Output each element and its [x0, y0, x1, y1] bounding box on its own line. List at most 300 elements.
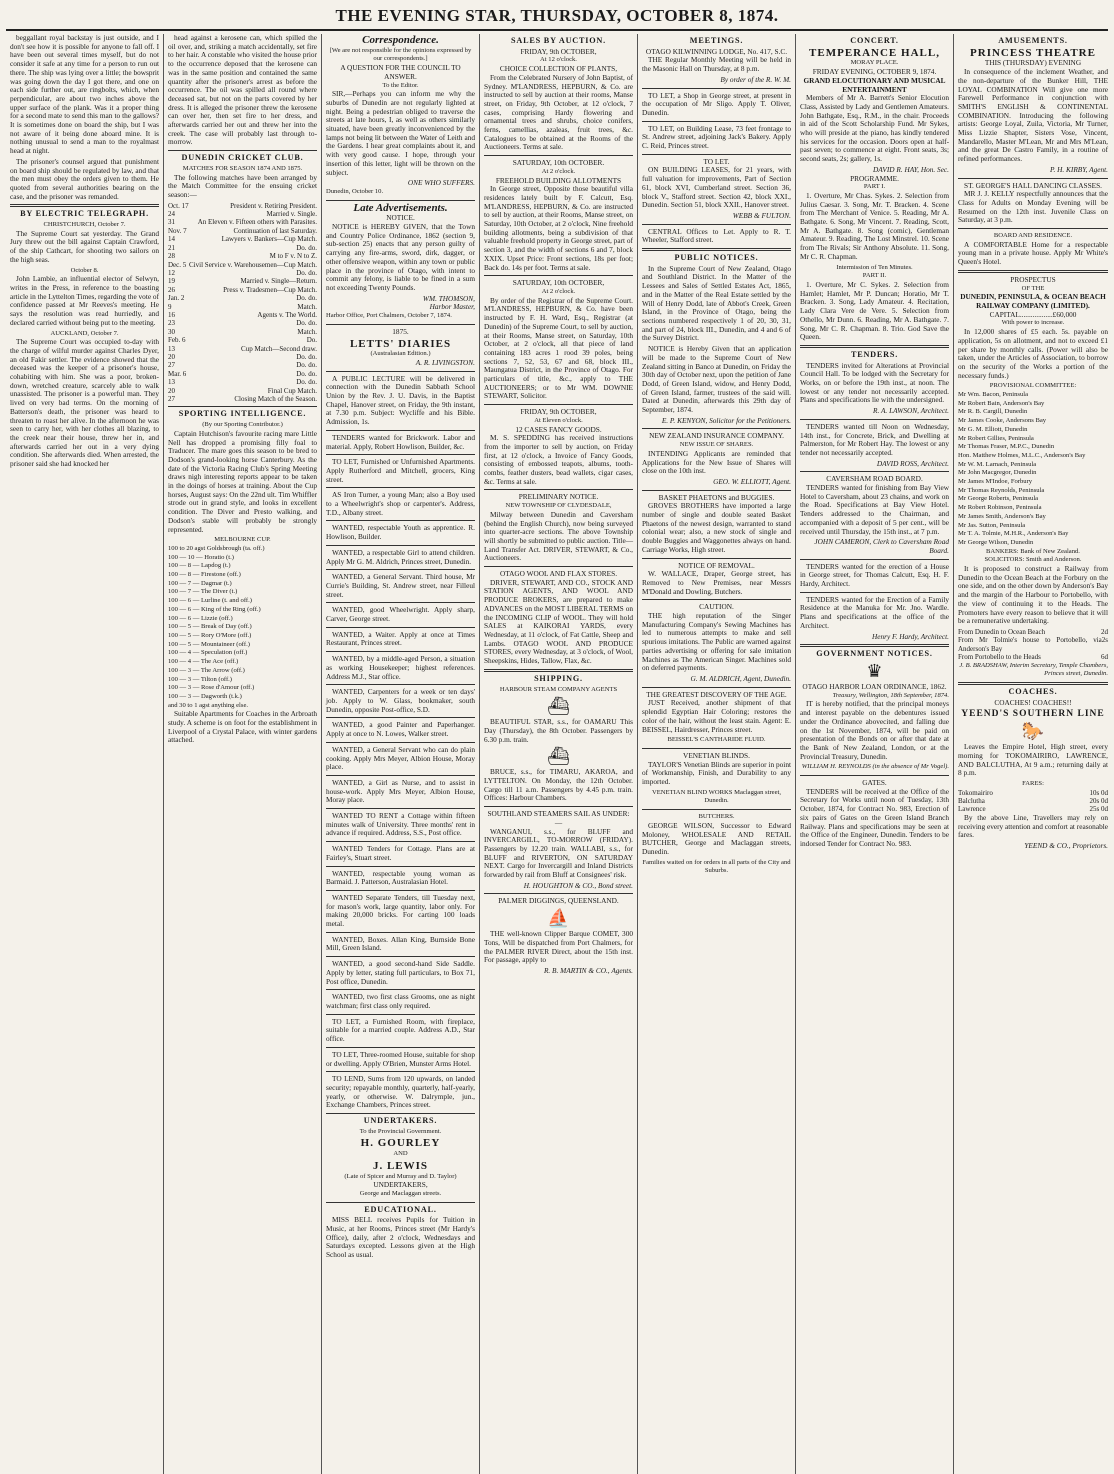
sale-text: Milway between Dunedin and Caversham (behind the English Church), now being surveyed into quarter-acre sections. The above Township will shortly be submitted to public auction. Title—Land Transfer Act. DRIVER, STEWART, & Co., Auctioneers. — [484, 509, 633, 563]
diaries-signature: A. R. LIVINGSTON. — [415, 357, 475, 367]
fixture-row-value: Civil Service v. Warehousemen—Cup Match. — [189, 260, 317, 269]
fixture-row-label: Dec. 5 — [168, 260, 187, 269]
classified-ad: AS Iron Turner, a young Man; also a Boy used to a Wheelwright's shop or carpenter's. Address, T.D., Albany street. — [326, 490, 475, 517]
section-heading-tenders: TENDERS. — [850, 349, 899, 359]
column-5 — [638, 34, 796, 1474]
coach-fare-row-label: Lawrence — [958, 805, 986, 814]
odds-row: 100 to 20 agst Goldsbrough (ta. off.) — [168, 544, 265, 552]
diaries-subheading: (Australasian Edition.) — [370, 350, 431, 358]
section-heading-sales: SALES BY AUCTION. — [511, 36, 606, 45]
blinds-text: TAYLOR'S Venetian Blinds are superior in point of Workmanship, Finish, and Durability to any imported. — [642, 759, 791, 787]
sporting-byline: (By our Sporting Contributor.) — [202, 421, 283, 429]
prospectus-heading: PROSPECTUS — [1010, 274, 1056, 284]
theatre-evening: THIS (THURSDAY) EVENING — [984, 58, 1082, 68]
dancing-heading: ST. GEORGE'S HALL DANCING CLASSES. — [964, 180, 1102, 190]
divider — [326, 1047, 475, 1048]
divider — [326, 602, 475, 603]
divider — [326, 775, 475, 776]
section-heading-coaches: COACHES. — [1008, 687, 1058, 697]
letter-title: A QUESTION FOR THE COUNCIL TO ANSWER. — [340, 63, 461, 81]
coach-text: Leaves the Empire Hotel, High street, every morning for TOKOMAIRIRO, LAWRENCE, AND BALCLUTHA, At 9 a.m.; returning daily at 8 p.m. — [958, 742, 1108, 778]
sale-time: At Eleven o'clock. — [534, 416, 583, 424]
section-heading-correspondence: Correspondence. — [362, 34, 439, 46]
divider — [642, 428, 791, 429]
classified-ad: WANTED Tenders for Cottage. Plans are at Fairley's, Stuart street. — [326, 844, 475, 862]
concert-text: Members of Mr A. Barrett's Senior Elocution Class, Assisted by Lady and Gentlemen Amateurs. John Bathgate, Esq., R.M., in the chair. Proceeds in aid of the Scott Scholarship Fund. Mr Sykes, who will preside at the piano, has kindly tendered his services for the occasion. Doors open at half-past seven; to commence at eight. Front seats, 3s; second seats, 2s; gallery, 1s. — [800, 93, 949, 164]
odds-row: 100 — 8 — Firestone (off.) — [168, 571, 241, 579]
fixture-row-label: 24 — [168, 210, 175, 219]
diaries-heading: LETTS' DIARIES — [349, 337, 452, 350]
phaetons-text: GROVES BROTHERS have imported a large number of single and double seated Basket Phaetons of the newest design, warranted to stand colonial wear; also, a new stock of single and double Buggies and Waggonettes always on hand. Carriage Works, High street. — [642, 501, 791, 554]
butcher-note: Families waited on for orders in all parts of the City and Suburbs. — [642, 858, 791, 875]
section-heading-meetings: MEETINGS. — [689, 36, 744, 45]
fixture-row-value: Press v. Tradesmen—Cup Match. — [223, 285, 317, 294]
divider — [642, 687, 791, 688]
sale-title: 12 CASES FANCY GOODS. — [515, 424, 602, 434]
theatre-text: In consequence of the inclement Weather, and the non-departure of the Bunker Hill, THE LOYAL COMBINATION Will give one more Farewell Performance in conjunction with SMITH'S ENGLISH & CONTINENTAL COMBINATION. Introducing the following artists: George Loyal, Zuila, Victoria, Mr Turner, Miss Lizzie Shapter, Sisters Vose, Vincent, Mandarello, Master M'Lean, Mr and Mrs M'Lean, and the great De Castro Family, in a routine of refined performances. — [958, 67, 1108, 164]
classified-ad: WANTED, Carpenters for a week or ten days' job. Apply to W. Glass, bookmaker, south Dunedin, opposite Post-office, S.D. — [326, 687, 475, 714]
dateline: CHRISTCHURCH, October 7. — [43, 221, 126, 229]
odds-row: 100 — 4 — The Ace (off.) — [168, 658, 239, 666]
divider — [642, 599, 791, 600]
fixture-row-value: Married v. Single. — [266, 210, 317, 219]
odds-row: 100 — 6 — Lurline (t. and off.) — [168, 597, 252, 605]
tender-signature: R. A. LAWSON, Architect. — [872, 406, 949, 416]
fixture-row — [168, 345, 317, 353]
odds-row: 100 — 4 — Speculation (off.) — [168, 649, 248, 657]
tender-text: TENDERS wanted for finishing from Bay View Hotel to Caversham, about 23 chains, and work on the Road. Specifications at Bay View Hotel. Tenders addressed to the Chairman, and accompanied with a deposit of 5 per cent., will be received until Thursday, the 15th inst., at 7 p.m. — [800, 483, 949, 536]
divider — [642, 809, 791, 810]
section-heading-amusements: AMUSEMENTS. — [998, 36, 1068, 45]
fare-row — [958, 653, 1108, 661]
sale-time: At 2 o'clock. — [541, 287, 576, 295]
divider — [484, 155, 633, 156]
column-4 — [480, 34, 638, 1474]
fixture-row-value: Do. do. — [296, 243, 317, 252]
divider — [326, 520, 475, 521]
fixture-row-label: 19 — [168, 277, 175, 286]
fixture-row-label: Jan. 2 — [168, 294, 185, 303]
sale-title: PRELIMINARY NOTICE. — [518, 492, 599, 502]
correspondence-note: [We are not responsible for the opinions expressed by our correspondents.] — [329, 46, 472, 63]
blinds-signature: VENETIAN BLIND WORKS Maclaggan street, Dunedin. — [652, 788, 781, 805]
committee-member: Mr James Smith, Anderson's Bay — [958, 512, 1046, 520]
committee-member: Mr T. A. Tolmie, M.H.R., Anderson's Bay — [958, 530, 1069, 538]
divider — [800, 644, 949, 647]
fixture-row-value: Cup Match—Second draw. — [241, 344, 317, 353]
divider — [958, 228, 1108, 229]
divider — [484, 566, 633, 567]
sale-text: M. S. SPEDDING has received instructions from the importer to sell by auction, on Friday first, at 12 o'clock, a Invoice of Fancy Goods, consisting of embossed teapots, albums, tooth-combs, feather dusters, bead wallets, cigar cases, &c. Terms at sale. — [484, 433, 633, 486]
hall-name: TEMPERANCE HALL, — [809, 46, 940, 59]
fixture-row — [168, 210, 317, 218]
coach-line-name: YEEND'S SOUTHERN LINE — [961, 709, 1105, 720]
bankers-line: BANKERS: Bank of New Zealand. — [986, 547, 1080, 555]
odds-row: 100 — 8 — Lapdog (t.) — [168, 562, 231, 570]
column-1 — [6, 34, 164, 1474]
fixture-row — [168, 218, 317, 226]
tender-text: TENDERS wanted for the erection of a House in George street, for Thomas Calcutt, Esq. H. F. Hardy, Architect. — [800, 561, 949, 589]
shipping-signature: H. HOUGHTON & CO., Bond street. — [523, 880, 633, 890]
prospectus-signature: J. B. BRADSHAW, Interim Secretary, Temple Chambers, Princes street, Dunedin. — [959, 661, 1108, 678]
fixture-row-value: M to F v. N to Z. — [269, 252, 317, 261]
divider — [642, 558, 791, 559]
fixture-row — [168, 261, 317, 269]
theatre-name: PRINCESS THEATRE — [970, 46, 1096, 59]
classified-ad: WANTED, a General Servant. Third house, Mr Currie's Building, St. Andrew street, near Filleul street. — [326, 572, 475, 599]
section-heading-late-ads: Late Advertisements. — [353, 201, 448, 214]
coach-signature: YEEND & CO., Proprietors. — [1024, 840, 1108, 850]
fixture-row-value: Continuation of last Saturday. — [233, 226, 317, 235]
classified-ad: WANTED, Boxes. Allan King, Burnside Bone Mill, Green Island. — [326, 934, 475, 953]
lecture-ad: A PUBLIC LECTURE will be delivered in connection with the Dunedin Sabbath School Union by the Rev. J. U. Davis, in the Baptist Chapel, Hanover street, on Friday, the 9th instant, at 7.30 p.m. Subject: Wycliffe and his Bible. Admission, 1s. — [326, 373, 475, 427]
odds-row: 100 — 7 — The Diver (t.) — [168, 588, 238, 596]
divider — [642, 154, 791, 155]
committee-member: Mr Robert Bain, Anderson's Bay — [958, 399, 1045, 407]
divider — [800, 471, 949, 472]
classified-ad: WANTED, a Girl as Nurse, and to assist in house-work. Apply Mrs Meyer, Albion House, Moray place. — [326, 777, 475, 805]
fixture-row — [168, 378, 317, 386]
fixture-row-label: 13 — [168, 344, 175, 353]
fare-table — [958, 628, 1108, 662]
fixture-row-value: Do. do. — [296, 294, 317, 303]
fixture-row-label: 12 — [168, 268, 175, 277]
divider — [10, 204, 159, 207]
shares-text: In 12,000 shares of £5 each. 5s. payable on application, 5s on allotment, and not to exceed £1 per share by monthly calls. (Power will also be taken, under the Articles of Association, to borrow on the security of the Works a portion of the necessary funds.) — [958, 327, 1108, 380]
fixture-row-value: Do. do. — [296, 361, 317, 370]
fixture-row — [168, 277, 317, 285]
divider — [326, 1202, 475, 1203]
committee-member: Mr Jas. Sutton, Peninsula — [958, 521, 1026, 529]
committee-member: Mr George Wilson, Dunedin — [958, 538, 1034, 546]
divider — [326, 956, 475, 957]
notice-signature-title: Harbor Master, — [429, 302, 475, 312]
fixture-row — [168, 361, 317, 369]
divider — [326, 651, 475, 652]
notice-heading: NOTICE. — [386, 213, 415, 223]
meeting-signature: By order of the R. W. M. — [720, 74, 791, 84]
classified-ad: TO LET, a Furnished Room, with fireplace, suitable for a married couple. Address A.D., Star office. — [326, 1016, 475, 1044]
concert-date: FRIDAY EVENING, OCTOBER 9, 1874. — [812, 67, 937, 77]
fixture-row-value: Final Cup Match. — [267, 386, 317, 395]
notice-text: NOTICE is HEREBY GIVEN, that the Town and Country Police Ordinance, 1862 (section 9, sub-section 25) enacts that any person guilty of carrying any fire-arms, sword, dirk, dagger, or other offensive weapon, within any town or public place in the province of Otago, with intent to commit any felony, is liable to be fined in a sum not exceeding Twenty Pounds. — [326, 222, 475, 292]
miscellany-text: Suitable Apartments for Coaches in the Arbroath study. A scheme is on foot for the establishment in Liverpool of a Crystal Palace, with winter gardens attached. — [168, 709, 317, 745]
fare-row — [958, 636, 1108, 653]
classified-ad: TO LET, Three-roomed House, suitable for shop or dwelling. Apply O'Brien, Munster Arms Hotel. — [326, 1049, 475, 1068]
telegram: The Supreme Court was occupied to-day with the charge of wilful murder against Charles Dyer, an old Fakir settler. The evidence showed that the deceased was the keeper of a prisoner's house, cohabiting with him. She was a poor, broken-down, wretched creature, scarcely able to walk unassisted. The prisoner is a powerful man. They lived on very bad terms. On the morning of Batterson's death, the prisoner was heard to threaten to roast her alive. In the afternoon he was seen to carry her, with her clothes all blazing, to the creek near their house, threw her in, and afterwards carried her out in a very dying condition. She afterwards died. When arrested, the prisoner said she had knocked her — [10, 337, 159, 469]
board-heading: BOARD AND RESIDENCE. — [993, 232, 1073, 240]
gates-heading: GATES. — [862, 778, 887, 788]
divider — [642, 748, 791, 749]
masthead: THE EVENING STAR, THURSDAY, OCTOBER 8, 1874. — [6, 4, 1108, 31]
fixture-row-label: 14 — [168, 235, 175, 244]
telegram: The Supreme Court sat yesterday. The Grand Jury threw out the bill against Captain Crawford, of the ship Cathcart, for shooting two sailors on the high seas. — [10, 228, 159, 264]
coach-fare-row-value: 25s 0d — [1089, 805, 1108, 814]
divider — [326, 808, 475, 809]
fare-row-value: 2s — [1101, 636, 1108, 645]
fare-row-value: 6d — [1101, 653, 1108, 662]
shipping-notice: BRUCE, s.s., for TIMARU, AKAROA, and LYTTELTON. On Monday, the 12th October. Cargo till 11 a.m. Passengers by 4.45 p.m. train. Offices: Harbour Chambers. — [484, 767, 633, 803]
divider — [642, 88, 791, 89]
odds-row: 100 — 5 — Rory O'More (off.) — [168, 631, 252, 639]
shares-signature: GEO. W. ELLIOTT, Agent. — [713, 476, 791, 486]
fixture-row-label: 13 — [168, 378, 175, 387]
undertaker-and: AND — [393, 1150, 408, 1158]
fare-row-label: From Dunedin to Ocean Beach — [958, 628, 1046, 636]
lodge-title: OTAGO KILWINNING LODGE, No. 417, S.C. — [645, 46, 788, 56]
sale-title: CHOICE COLLECTION OF PLANTS, — [499, 64, 618, 74]
fixture-row — [168, 336, 317, 344]
divider — [484, 275, 633, 276]
classified-ad: WANTED, a good second-hand Side Saddle. Apply by letter, stating full particulars, to Box 71, Post office, Dunedin. — [326, 959, 475, 986]
fixture-row-value: Agents v. The World. — [257, 310, 317, 319]
shares-heading: NEW ISSUE OF SHARES. — [679, 441, 754, 449]
classified-ad: WANTED, a Waiter. Apply at once at Times Restaurant, Princes street. — [326, 629, 475, 648]
hall-location: MORAY PLACE. — [850, 59, 899, 67]
committee-member: Mr George Roberts, Peninsula — [958, 495, 1039, 503]
fixture-row-label: 28 — [168, 252, 175, 261]
fixture-row-label: 27 — [168, 361, 175, 370]
theatre-signature: P. H. KIRBY, Agent. — [1049, 164, 1108, 174]
divider — [484, 489, 633, 490]
interval-note: Intermission of Ten Minutes. — [836, 263, 913, 271]
committee-member: Mr James Cooke, Andersons Bay — [958, 417, 1047, 425]
fixture-row — [168, 294, 317, 302]
public-notice-text: NOTICE is Hereby Given that an application will be made to the Supreme Court of New Zealand sitting in Banco at Dunedin, on Friday the 30th day of October next, upon the petition of Jane Dodd, of Green Island, widow, and Henry Dodd, of Green Island, farmer, trustees of the said will. Dated at Dunedin, afterwards this 29th day of September, 1874. — [642, 344, 791, 415]
programme-part-two: 1. Overture, Mr C. Sykes. 2. Selection from Hamlet; Hamlet, Mr P. Duncan; Horatio, Mr T. Bracken. 3. Song, Lady Amateur. 4. Recitation, Lady Clara Vere de Vere. 5. Selection from Othello, Mr Dunn. 6. Reading, Mr A. Bathgate. 7. Song, Mr C. R. Chapman. 8. Trio. God Save the Queen. — [800, 279, 949, 342]
removal-heading: NOTICE OF REMOVAL. — [678, 560, 755, 570]
fixture-row-label: 16 — [168, 310, 175, 319]
odds-row: 100 — 5 — Mountaineer (off.) — [168, 640, 250, 648]
divider — [326, 200, 475, 201]
coach-fare-row-value: 10s 0d — [1089, 788, 1108, 797]
company-name: DUNEDIN, PENINSULA, & OCEAN BEACH RAILWAY COMPANY (LIMITED). — [960, 292, 1106, 310]
fixture-row-label: 27 — [168, 395, 175, 403]
section-heading-cricket: DUNEDIN CRICKET CLUB. — [181, 153, 304, 163]
odds-list — [168, 545, 317, 702]
court-report-text: beggallant royal backstay is just outside, and I don't see how it is possible for anyone to fall off. I have been out several times myself, but do not consider it safe at any time for a person to run out there. The ship was lying over a little; the bowsprit was going down the day I got there, and one on each side further out, are ringbolts, which, when perpendicular, are about two inches above the upper surface of the plank. Was it a proper thing for a second mate to send this man to the gallows? It is sometimes done on board the ship, but I was not aware of it being done aboard mine. It is nothing unusual to send a man to the royalmast head at night. — [10, 34, 159, 156]
divider — [326, 454, 475, 455]
to-let-heading: TO LET. — [703, 156, 730, 166]
solicitors-line: SOLICITORS: Smith and Anderson. — [984, 556, 1082, 564]
undertaker-name-2: J. LEWIS — [372, 1159, 429, 1172]
to-let-ad: ON BUILDING LEASES, for 21 years, with full valuation for improvements, Part of Section 61, block XVI, Cumberland street. Section 36, block V., Stafford street. Section 42, block XXI., Dunedin. Section 51, block XXII., Hanover street. — [642, 165, 791, 210]
fixture-row — [168, 286, 317, 294]
public-notice-text: In the Supreme Court of New Zealand, Otago and Southland District. In the Matter of the Lessees and Sales of Settled Estates Act, 1865, and in the Matter of the Real Estate settled by the Will of Henry Dodd, late of Abbot's Creek, Green Island, in the Province of Otago, being the sections numbered respectively 1 of 20, 30, 31, and part of 24, block III., Dunedin, and 4 and 6 of the Survey District. — [642, 263, 791, 343]
divider — [642, 121, 791, 122]
concert-title: GRAND ELOCUTIONARY AND MUSICAL ENTERTAINMENT — [803, 75, 946, 94]
divider — [642, 224, 791, 225]
blinds-heading: VENETIAN BLINDS. — [683, 750, 750, 760]
public-notice-signature: E. P. KENYON, Solicitor for the Petitioners. — [661, 415, 791, 425]
classified-ad: WANTED Separate Tenders, till Tuesday next, for mason's work, large quantity, labor only. For making 20,000 bricks. For carting 100 loads metal. — [326, 892, 475, 929]
fixture-row — [168, 244, 317, 252]
divider — [484, 669, 633, 672]
divider — [326, 684, 475, 685]
section-heading-telegraph: BY ELECTRIC TELEGRAPH. — [20, 209, 149, 219]
fixture-row — [168, 235, 317, 243]
tender-signature: DAVID ROSS, Architect. — [876, 458, 949, 468]
divider — [800, 775, 949, 776]
shares-text: INTENDING Applicants are reminded that Applications for the New Issue of Shares will close on the 10th inst. — [642, 448, 791, 476]
divider — [642, 490, 791, 491]
committee-member: Mr John Macgregor, Dunedin — [958, 469, 1037, 477]
divider — [958, 178, 1108, 179]
committee-member: Mr W. M. Larnach, Peninsula — [958, 460, 1037, 468]
committee-member: Hon. Matthew Holmes, M.L.C., Anderson's Bay — [958, 451, 1086, 459]
sale-time: At 12 o'clock. — [540, 56, 577, 64]
gates-text: TENDERS will be received at the Office of the Secretary for Works until noon of Tuesday, 13th October, 1874, for Contract No. 983, Erection of six pairs of Gates on the Green Island Branch Railway. Plans and specifications may be seen at the Office of the Engineer, Dunedin. Tenders to be indorsed Tender for Contract No. 983. — [800, 786, 949, 848]
coat-of-arms-icon: ♛ — [866, 661, 883, 681]
board-text: A COMFORTABLE Home for a respectable young man in a private house. Apply Mr White's Queen's Hotel. — [958, 239, 1108, 267]
coach-fare-table — [958, 789, 1108, 814]
discovery-footer: BEISSEL'S CANTHARIDE FLUID. — [667, 736, 766, 744]
divider — [326, 1071, 475, 1072]
committee-member: Mr R. B. Cargill, Dunedin — [958, 408, 1028, 416]
fixture-row — [168, 311, 317, 319]
fixture-row-value: Closing Match of the Season. — [234, 395, 317, 403]
shipping-notice: WANGANUI, s.s., for BLUFF and INVERCARGILL, TO-MORROW (FRIDAY). Passengers by 12.20 train. WALLABI, s.s., for BLUFF and RIVERTON, ON SATURDAY NEXT. Cargo for Invercargill and Inland Districts forwarded by rail from Bluff at Consignees' risk. — [484, 826, 633, 880]
fixture-list — [168, 202, 317, 404]
programme-part-one: 1. Overture, Mr Chas. Sykes. 2. Selection from Julius Caesar. 3. Song, Mr. T. Bracken. 4. Scene from The Merchant of Venice. 5. Reading, Mr A. Bathgate. 6. Song, Mr Vincent. 7. Reading, Scott, Mr A. Bathgate. 8. Song (comic), Gentleman Amateur. 9. Reading, The Lost Minstrel. 10. Scene from The Rivals; Sir Anthony Absolute. 11. Song, Mr C. R. Chapman. — [800, 190, 949, 261]
sale-title: OTAGO WOOL AND FLAX STORES. — [499, 569, 618, 579]
section-heading-government: GOVERNMENT NOTICES. — [816, 649, 933, 659]
classified-ad: WANTED, respectable Youth as apprentice. R. Howlison, Builder. — [326, 523, 475, 542]
educational-ad: MISS BELL receives Pupils for Tuition in Music, at her Rooms, Princes street (Mr Hardy's Office), daily, after 2 o'clock, Wednesdays and Saturdays excepted. Lessons given at the High School as usual. — [326, 1215, 475, 1260]
fixture-row — [168, 303, 317, 311]
fixture-row — [168, 319, 317, 327]
committee-member: Mr G. M. Elliott, Dunedin — [958, 425, 1028, 433]
tender-text: TENDERS wanted till Noon on Wednesday, 14th inst., for Concrete, Brick, and Dwelling at Palmerston, for Mr Robert Hay. The lowest or any tender not necessarily accepted. — [800, 421, 949, 457]
phaetons-heading: BASKET PHAETONS and BUGGIES. — [658, 492, 775, 502]
cricket-subheading: MATCHES FOR SEASON 1874 AND 1875. — [182, 164, 303, 172]
odds-row: 100 — 10 — Horatio (t.) — [168, 553, 234, 561]
to-let-ad: TO LET, a Shop in George street, at present in the occupation of Mr Sligo. Apply T. Oliver, Dunedin. — [642, 90, 791, 117]
sale-text: By order of the Registrar of the Supreme Court. M'LANDRESS, HEPBURN, & Co. have been instructed by F. H. Ward, Esq., Registrar (at Dunedin) of the Supreme Court, to sell by auction, at their Rooms, Manse street, on Saturday, 10th October, at 2 o'clock, all that piece of land containing 183 acres 1 rood 39 poles, being sections 7, 52, 53, 67 and 68, block III., Maungatua District, in the Province of Otago. For particulars of title, &c., apply to THE AUCTIONEERS; or to Mr WM. DOWNIE STEWART, Solicitor. — [484, 295, 633, 401]
divider — [326, 890, 475, 891]
coach-fare-row-value: 20s 0d — [1089, 797, 1108, 806]
notice-place: Harbor Office, Port Chalmers, October 7, 1874. — [326, 312, 452, 320]
ordinance-text: IT is hereby notified, that the principal moneys and interest payable on the debentures issued under the Ordinance abovecited, and falling due on the 1st November, 1874, will be paid on presentation of the Bonds on or after that date at the Bank of New Zealand, London, or at the Provincial Treasury, Dunedin. — [800, 699, 949, 761]
fixture-row-value: Do. do. — [296, 319, 317, 328]
fixture-row — [168, 202, 317, 210]
telegram-continued: head against a kerosene can, which spilled the oil over, and, striking a match accidentally, set fire to her hair. A constable who visited the house prior to the occurrence deposed that the kerosene can was in the same position and contained the same quantity after the prisoner's arrest as before the occurrence. The oil was spilled all round where deceased sat, but not on the parts covered by her dress. It is alleged the prisoner threw the kerosene can over her, then set fire to her dress, and afterwards carried her out and threw her into the creek. The case will probably last through to-morrow. — [168, 34, 317, 147]
divider — [326, 841, 475, 842]
letter-to: To the Editor. — [382, 81, 419, 89]
ordinance-place: Treasury, Wellington, 18th September, 1874. — [832, 691, 949, 699]
divider — [484, 404, 633, 405]
fixture-row-label: 31 — [168, 218, 175, 227]
tender-signature: JOHN CAMERON, Clerk to Caversham Road Board. — [814, 537, 949, 555]
divider — [484, 806, 633, 807]
to-let-ad: CENTRAL Offices to Let. Apply to R. T. Wheeler, Stafford street. — [642, 226, 791, 245]
classified-ad: TENDERS wanted for Brickwork. Labor and material. Apply, Robert Howlison, Builder, &c. — [326, 432, 475, 451]
classified-ad: WANTED, a General Servant who can do plain cooking. Apply Mrs Meyer, Albion House, Moray place. — [326, 744, 475, 772]
section-heading-sporting: SPORTING INTELLIGENCE. — [178, 409, 307, 419]
caution-signature: G. M. ALDRICH, Agent, Dunedin. — [690, 674, 791, 683]
column-3 — [322, 34, 480, 1474]
classified-ad: WANTED, good Wheelwright. Apply sharp, Carver, George street. — [326, 605, 475, 624]
steamship-icon: ⛴ — [547, 746, 570, 767]
to-let-signature: WEBB & FULTON. — [732, 210, 791, 220]
divider — [168, 150, 317, 151]
divider — [958, 270, 1108, 273]
classified-ad: TO LEND, Sums from 120 upwards, on landed security; repayable monthly, quarterly, half-yearly, yearly, or otherwise. W. Dalrymple, jun., Exchange Chambers, Princes street. — [326, 1074, 475, 1110]
divider — [326, 932, 475, 933]
coach-fare-row — [958, 797, 1108, 805]
sporting-text: Captain Hutchison's favourite racing mare Little Nell has dropped a promising filly foal to Traducer. The mare goes this season to be bred to Dodson's grand-looking horse Canterbury. As the date of the Victoria Racing Club's Spring Meeting draws nigh interesting reports appear to be taken in the doings of horses at training. About the Cup horses, August says: On the 22nd ult. Tim Whiffler strode out in grand style, and looks in excellent condition. The Diver and Presto walking, and Dodson's stable will probably be strongly represented. — [168, 428, 317, 534]
committee-member: Mr Thomas Fraser, M.P.C., Dunedin — [958, 443, 1055, 451]
concert-signature: DAVID R. HAY, Hon. Sec. — [873, 164, 949, 174]
fixture-row — [168, 252, 317, 260]
fixture-row — [168, 395, 317, 403]
insurance-heading: NEW ZEALAND INSURANCE COMPANY. — [649, 431, 784, 441]
sale-date: SATURDAY, 10th OCTOBER. — [512, 158, 605, 168]
fixture-row-label: 30 — [168, 327, 175, 336]
divider — [800, 345, 949, 348]
shipping-agents: HARBOUR STEAM COMPANY AGENTS — [499, 685, 618, 693]
sale-text: DRIVER, STEWART, AND CO., STOCK AND STATION AGENTS, AND WOOL AND PRODUCE BROKERS, are prepared to make ADVANCES on the MOST LIBERAL TERMS on the INCOMING CLIP of WOOL. They will hold SALES at KAIKORAI YARDS, every Wednesday, at 11 o'clock, of Fat Cattle, Sheep and Lambs. OTAGO WOOL AND PRODUCE STORES, every Wednesday, at 3 o'clock, of Wool, Sheepskins, Hides, Tallow, Flax, &c. — [484, 577, 633, 666]
fixture-row — [168, 269, 317, 277]
fixture-row-label: Oct. 17 — [168, 201, 189, 210]
fixture-row — [168, 387, 317, 395]
section-heading-shipping: SHIPPING. — [534, 673, 583, 683]
odds-row: 100 — 3 — Rose d'Amour (off.) — [168, 684, 255, 692]
divider — [326, 1113, 475, 1114]
divider — [800, 592, 949, 593]
programme-heading: PROGRAMME. — [850, 173, 899, 183]
notice-signature: WM. THOMSON, — [422, 293, 475, 303]
dateline: October 8. — [70, 266, 99, 274]
committee-member: Mr Thomas Reynolds, Peninsula — [958, 486, 1045, 494]
fares-heading: FARES: — [1022, 779, 1044, 787]
odds-row: 100 — 7 — Dagmar (t.) — [168, 579, 232, 587]
fixture-row-value: Do. do. — [296, 378, 317, 387]
coach-note: By the above Line, Travellers may rely on receiving every attention and comfort at reasonable fares. — [958, 812, 1108, 840]
divider — [800, 419, 949, 420]
odds-row: 100 — 5 — Break of Day (off.) — [168, 623, 252, 631]
divider — [326, 1014, 475, 1015]
committee-member: Mr Robert Robinson, Peninsula — [958, 504, 1042, 512]
fixture-row-value: Do. do. — [296, 352, 317, 361]
odds-row: 100 — 6 — Lizzie (off.) — [168, 614, 233, 622]
fixture-row — [168, 227, 317, 235]
classified-ad: WANTED, a good Painter and Paperhanger. Apply at once to N. Lowes, Walker street. — [326, 720, 475, 739]
undertaker-sub: (Late of Spicer and Murray and D. Taylor) — [344, 1172, 457, 1180]
divider — [326, 371, 475, 372]
part-one-heading: PART I. — [863, 183, 886, 191]
fixture-row — [168, 353, 317, 361]
divider — [326, 430, 475, 431]
court-report-text-2: The prisoner's counsel argued that punishment on board ship should be regulated by law, and that the men must obey the orders given to them. He quoted from several authorities bearing on the case, and the prisoner was remanded. — [10, 156, 159, 201]
divider — [326, 742, 475, 743]
odds-row: 100 — 3 — Dagworth (t.k.) — [168, 692, 242, 700]
fixture-row-value: An Eleven v. Fifteen others with Parasites. — [197, 218, 317, 227]
fixture-row-value: Married v. Single—Return. — [240, 277, 317, 286]
fixture-row-value: Do. do. — [296, 369, 317, 378]
fixture-row-value: Lawyers v. Bankers—Cup Match. — [221, 235, 317, 244]
shipping-title: SOUTHLAND STEAMERS SAIL AS UNDER:— — [487, 809, 630, 827]
committee-member: Mr James M'Indoe, Forbury — [958, 478, 1033, 486]
fixture-row-label: 20 — [168, 352, 175, 361]
fixture-row — [168, 370, 317, 378]
fixture-row-label: Mar. 6 — [168, 369, 187, 378]
divider — [484, 893, 633, 894]
divider — [958, 682, 1108, 685]
caution-text: THE high reputation of the Singer Manufacturing Company's Sewing Machines has led to numerous attempts to make and sell spurious imitations. The Public are warned against parties advertising or offering for sale imitation Machines as The American Singer. Machines sold on deferred payments. — [642, 611, 791, 673]
fixture-row-value: Do. — [306, 336, 317, 345]
column-7 — [954, 34, 1112, 1474]
